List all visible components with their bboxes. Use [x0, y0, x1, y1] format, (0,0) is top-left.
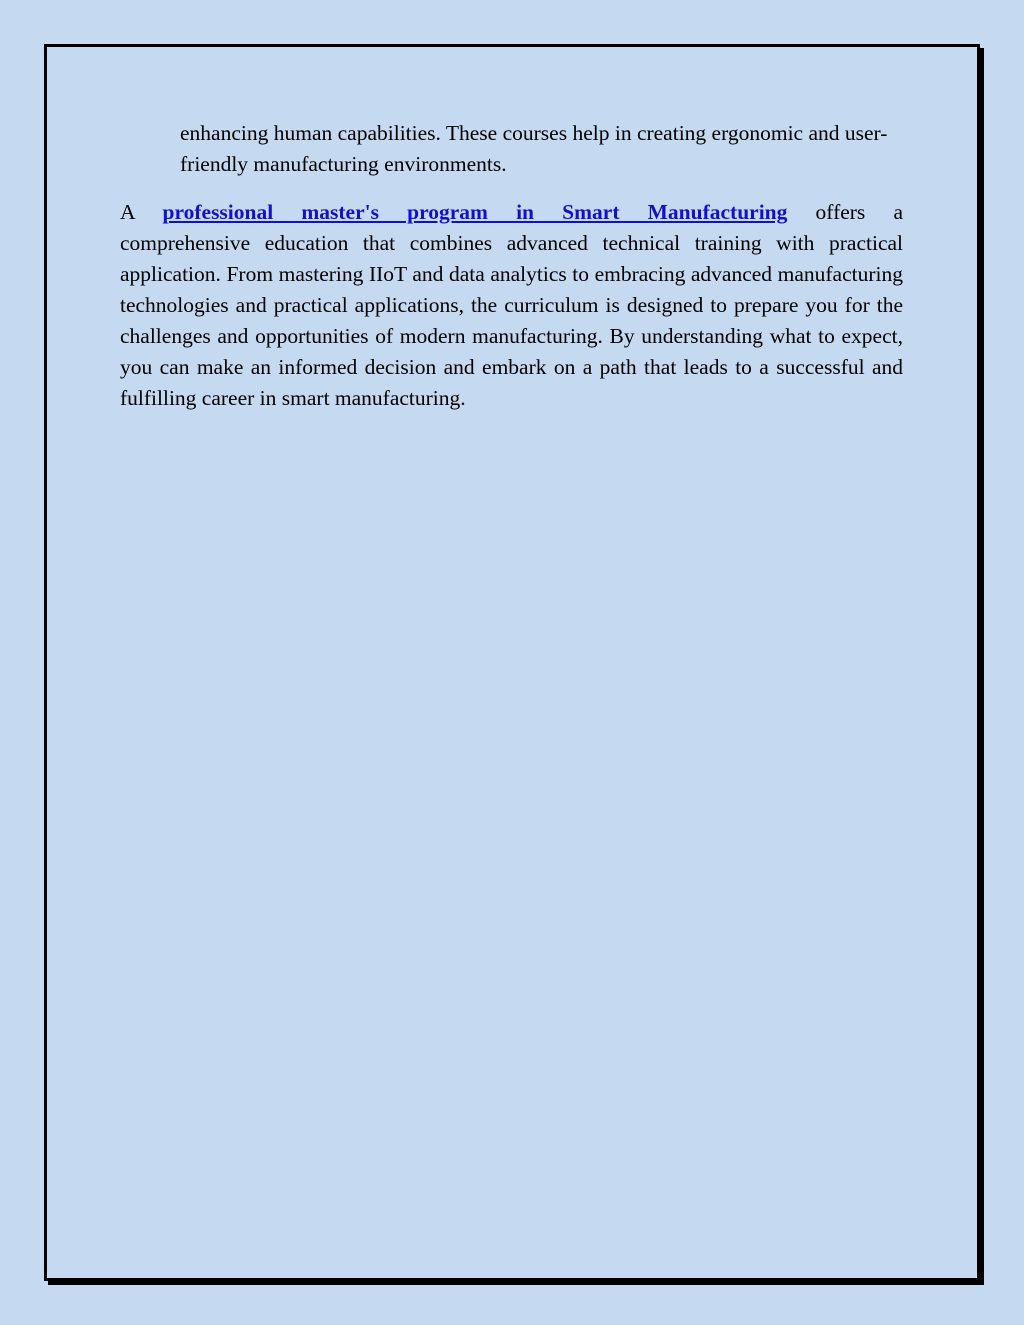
- program-link[interactable]: professional master's program in Smart Manufacturing: [162, 200, 788, 224]
- main-paragraph: [120, 197, 903, 414]
- continuation-paragraph: enhancing human capabilities. These courses help in creating ergonomic and user-friendly manufacturing environments.: [180, 121, 888, 176]
- paragraph-lead: A: [120, 200, 135, 224]
- paragraph-body: comprehensive education that combines advanced technical training with practical application. From mastering IIoT and data analytics to embracing advanced manufacturing technologies and practical applications, the curriculum is designed to prepare you for the challenges and opportunities of modern manufacturing. By understanding what to expect, you can make an informed decision and embark on a path that leads to a successful and fulfilling career in smart manufacturing.: [120, 231, 903, 410]
- paragraph-first-tail: offers a: [815, 200, 903, 224]
- paragraph-first-line: [120, 197, 903, 228]
